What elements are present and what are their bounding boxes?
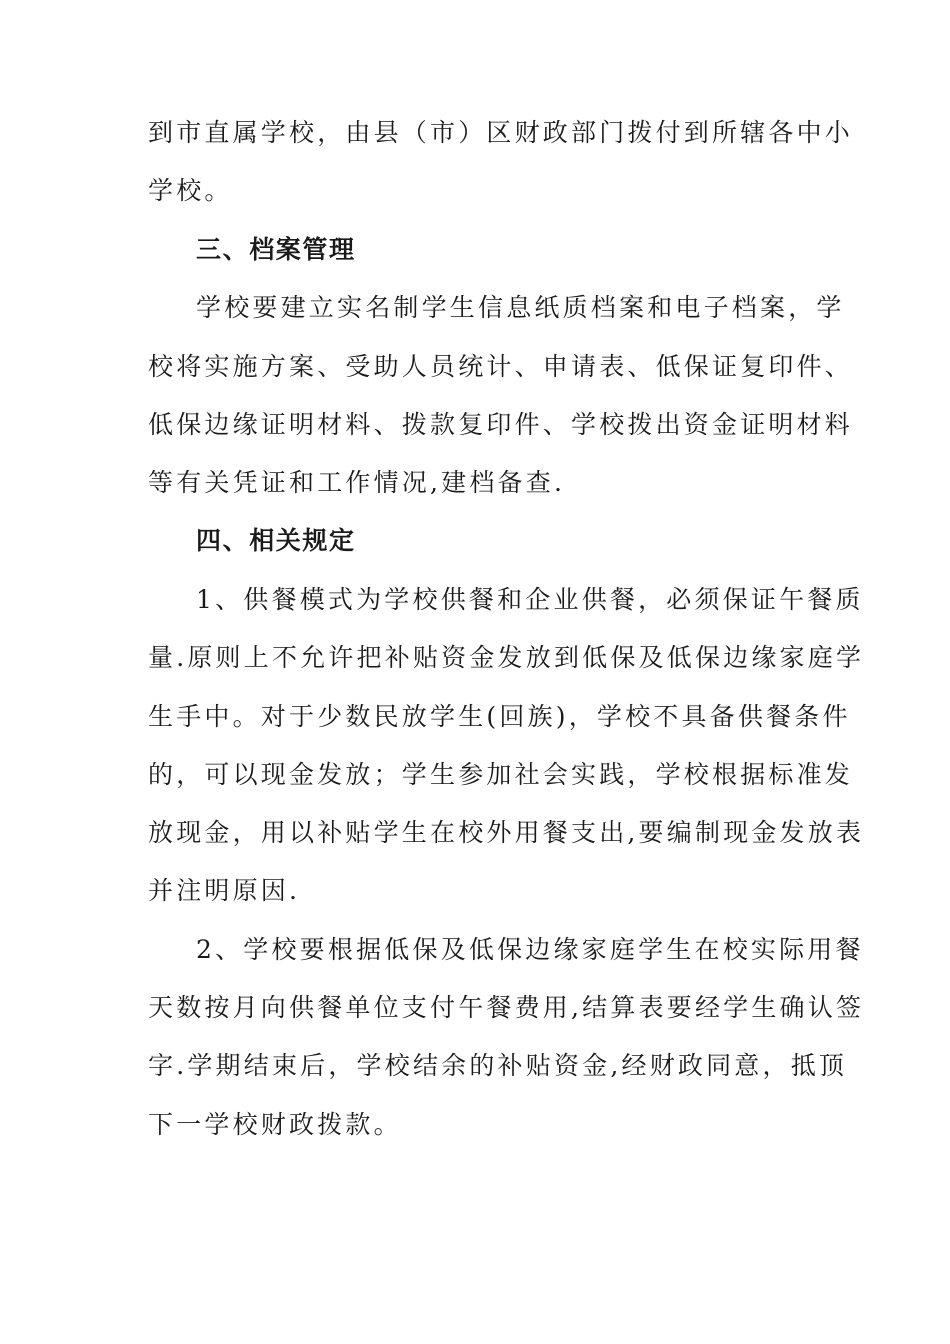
- paragraph-line: 天数按月向供餐单位支付午餐费用,结算表要经学生确认签: [148, 993, 865, 1022]
- paragraph-line: 2、学校要根据低保及低保边缘家庭学生在校实际用餐: [196, 935, 864, 964]
- section-heading-regulations: 四、相关规定: [196, 526, 356, 555]
- paragraph-line: 量.原则上不允许把补贴资金发放到低保及低保边缘家庭学: [148, 643, 865, 672]
- paragraph-line: 到市直属学校，由县（市）区财政部门拨付到所辖各中小: [148, 118, 854, 147]
- paragraph-line: 下一学校财政拨款。: [148, 1110, 402, 1139]
- paragraph-line: 生手中。对于少数民放学生(回族)，学校不具备供餐条件: [148, 702, 851, 731]
- paragraph-line: 等有关凭证和工作情况,建档备查.: [148, 468, 566, 497]
- paragraph-line: 学校。: [148, 176, 233, 205]
- section-heading-archive: 三、档案管理: [196, 235, 356, 264]
- paragraph-line: 放现金，用以补贴学生在校外用餐支出,要编制现金发放表: [148, 818, 865, 847]
- paragraph-line: 的，可以现金发放；学生参加社会实践，学校根据标准发: [148, 760, 854, 789]
- paragraph-line: 并注明原因.: [148, 876, 301, 905]
- paragraph-line: 低保边缘证明材料、拨款复印件、学校拨出资金证明材料: [148, 410, 854, 439]
- paragraph-line: 学校要建立实名制学生信息纸质档案和电子档案，学: [196, 293, 845, 322]
- paragraph-line: 字.学期结束后，学校结余的补贴资金,经财政同意，抵顶: [148, 1051, 848, 1080]
- paragraph-line: 1、供餐模式为学校供餐和企业供餐，必须保证午餐质: [196, 585, 864, 614]
- paragraph-line: 校将实施方案、受助人员统计、申请表、低保证复印件、: [148, 352, 854, 381]
